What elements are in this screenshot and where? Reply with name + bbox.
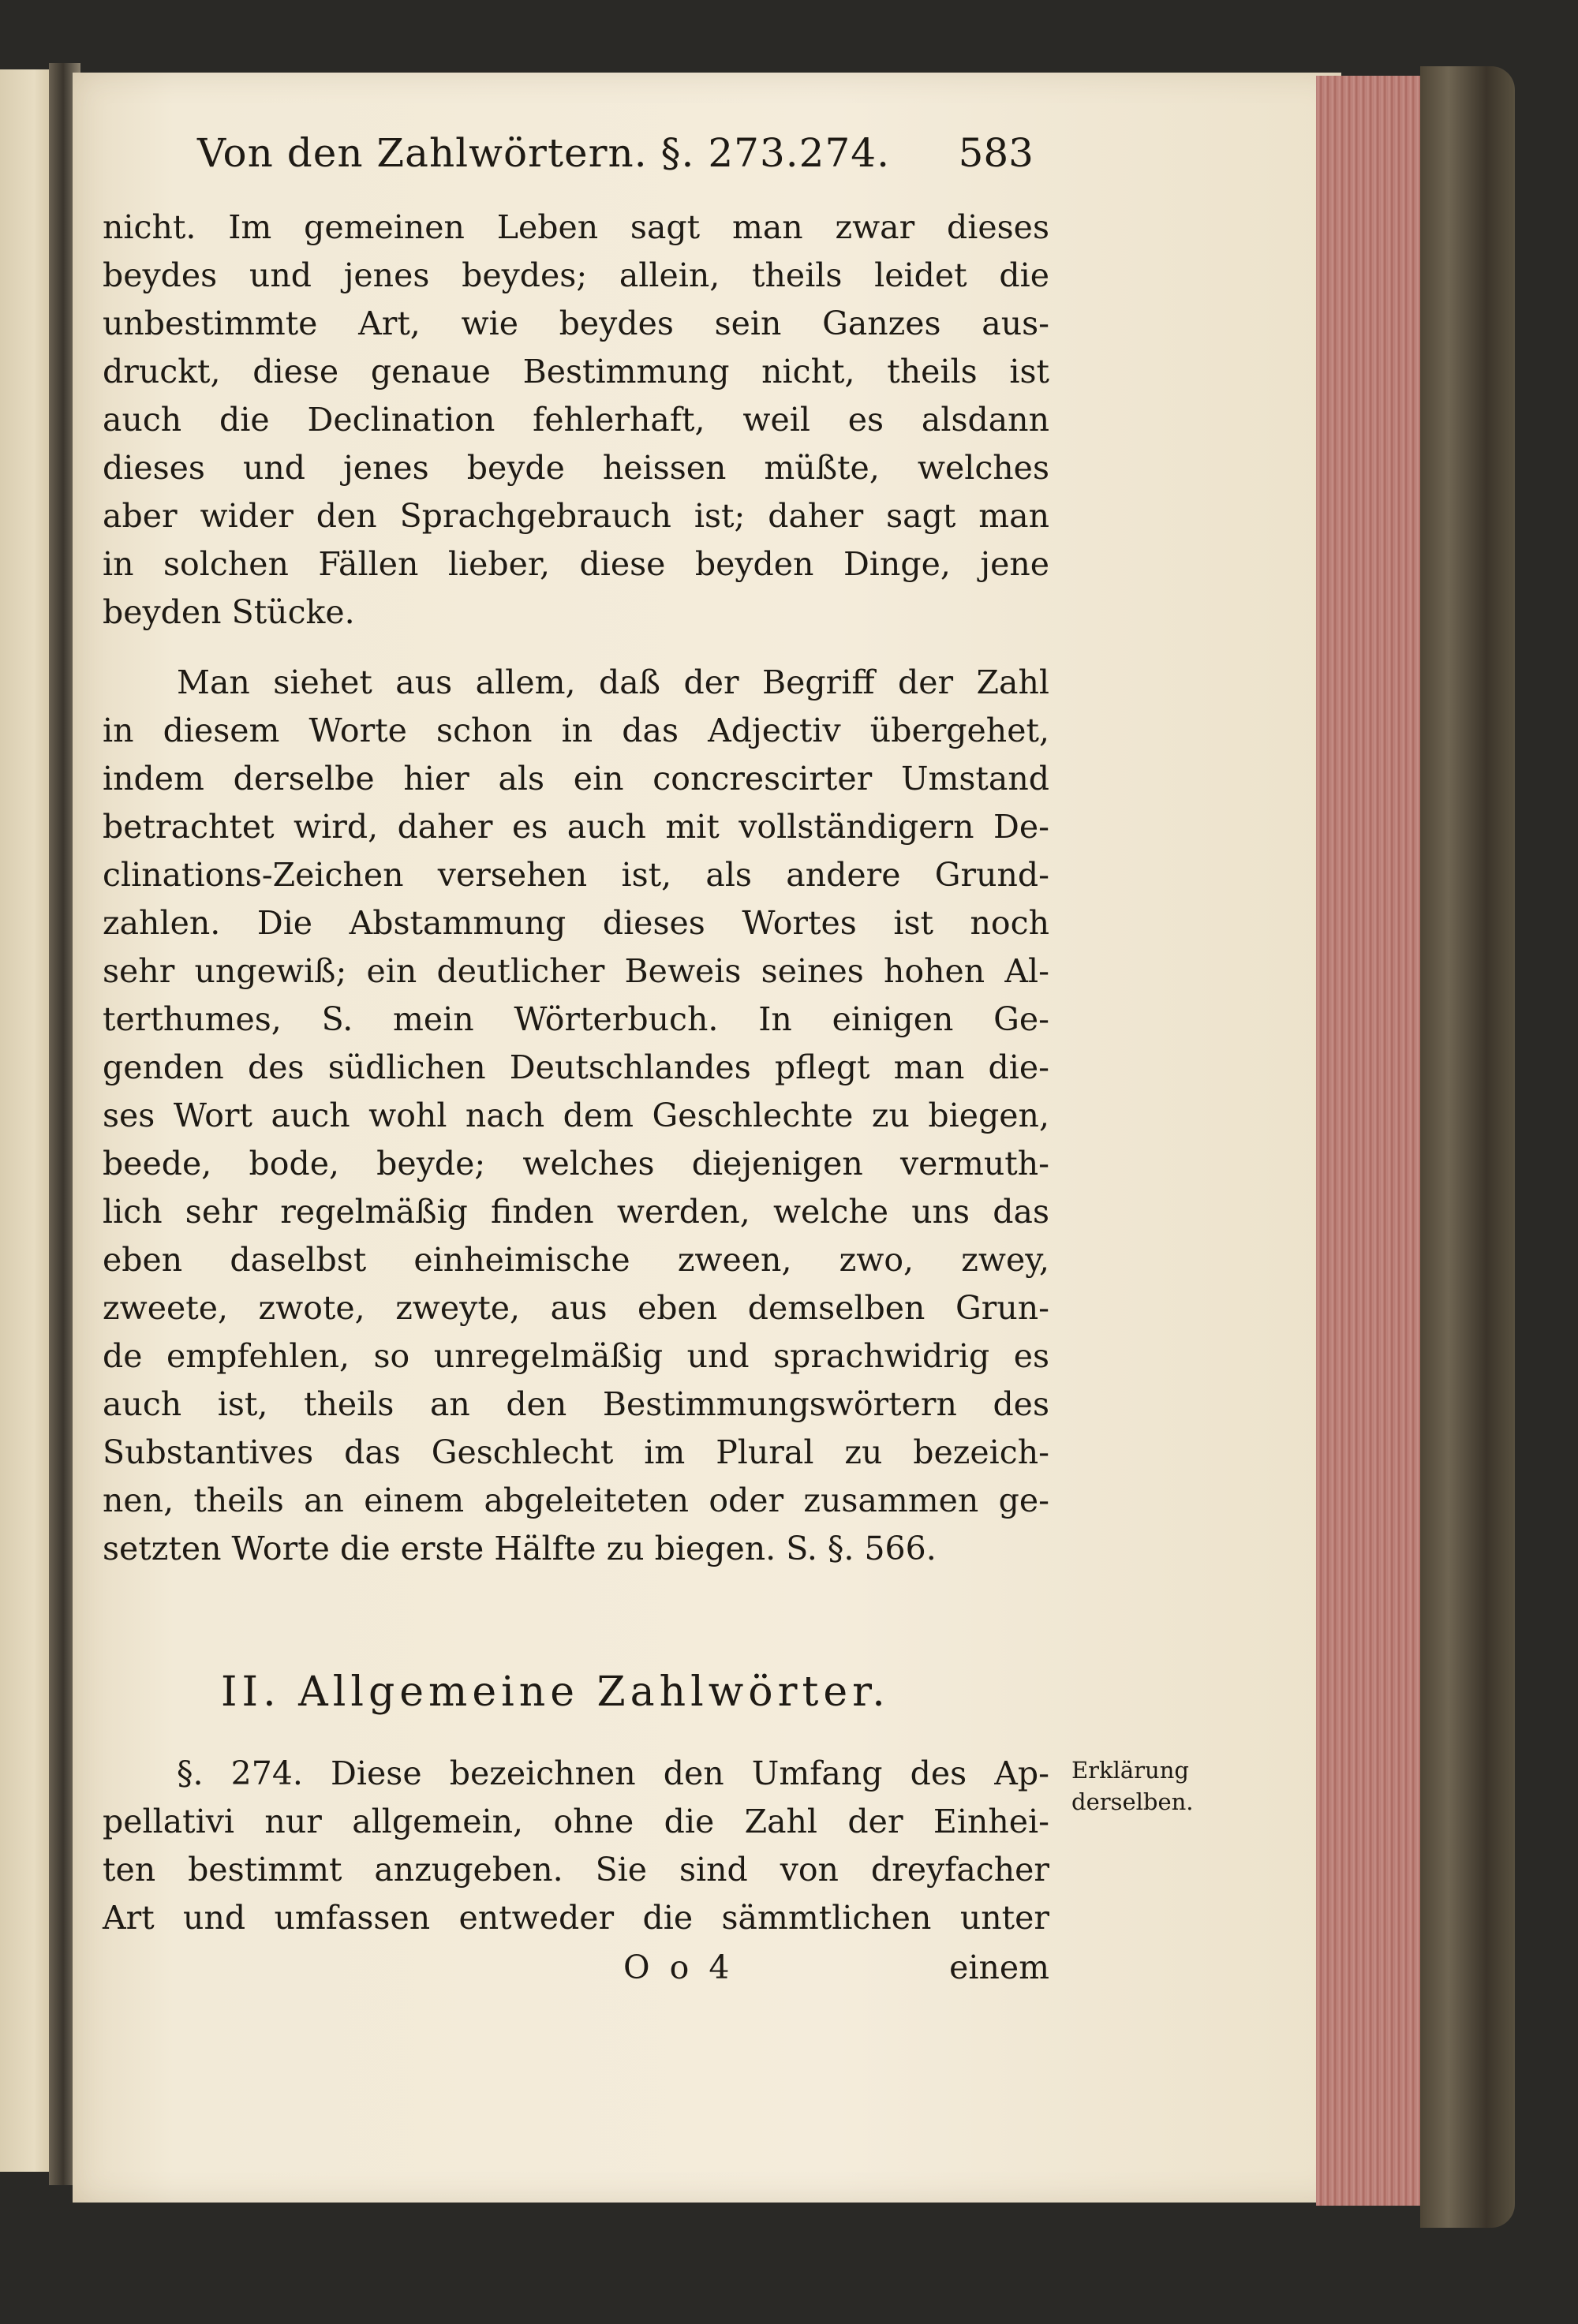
body-text [103,204,1049,1573]
text-line: Art und umfassen entweder die sämmtlichen unter [103,1899,1049,1937]
text-line: zweete, zwote, zweyte, aus eben demselben Grun- [103,1289,1049,1327]
catchword: einem [949,1948,1049,1986]
text-line: ten bestimmt anzugeben. Sie sind von dreyfacher [103,1851,1049,1889]
text-line: in diesem Worte schon in das Adjectiv übergehet, [103,712,1049,749]
running-title: Von den Zahlwörtern. §. 273.274. [197,130,890,176]
text-line: terthumes, S. mein Wörterbuch. In einigen Ge- [103,1000,1049,1038]
margin-note-line: derselben. [1071,1788,1194,1815]
text-line: nen, theils an einem abgeleiteten oder zusammen ge- [103,1481,1049,1519]
cover-board [1420,66,1515,2228]
text-line: in solchen Fällen lieber, diese beyden Dinge, jene [103,545,1049,583]
text-line: indem derselbe hier als ein concrescirter Umstand [103,760,1049,798]
text-line: Man siehet aus allem, daß der Begriff der Zahl [177,663,1049,701]
text-line: pellativi nur allgemein, ohne die Zahl der Einhei- [103,1803,1049,1840]
margin-note [1071,1754,1206,1818]
text-line: auch ist, theils an den Bestimmungswörtern des [103,1385,1049,1423]
paragraph-3 [103,1750,1049,1942]
text-line: Substantives das Geschlecht im Plural zu bezeich- [103,1433,1049,1471]
page-number: 583 [958,130,1034,176]
text-line: beydes und jenes beydes; allein, theils leidet die [103,256,1049,294]
text-line: aber wider den Sprachgebrauch ist; daher sagt man [103,497,1049,535]
text-line: sehr ungewiß; ein deutlicher Beweis seines hohen Al- [103,952,1049,990]
section-heading: II. Allgemeine Zahlwörter. [221,1668,890,1716]
text-line: eben daselbst einheimische zween, zwo, zwey, [103,1241,1049,1279]
text-line: de empfehlen, so unregelmäßig und sprachwidrig es [103,1337,1049,1375]
text-line: beede, bode, beyde; welches diejenigen vermuth- [103,1145,1049,1183]
text-line: druckt, diese genaue Bestimmung nicht, theils ist [103,353,1049,390]
page-footer [103,1948,1049,1996]
text-line: dieses und jenes beyde heissen müßte, welches [103,449,1049,487]
text-line: betrachtet wird, daher es auch mit vollständigern De- [103,808,1049,846]
text-line: auch die Declination fehlerhaft, weil es alsdann [103,401,1049,439]
text-line: §. 274. Diese bezeichnen den Umfang des Ap- [177,1754,1049,1792]
text-line: unbestimmte Art, wie beydes sein Ganzes aus- [103,305,1049,342]
text-line: lich sehr regelmäßig finden werden, welche uns das [103,1193,1049,1231]
running-header [197,114,1034,185]
text-line: setzten Worte die erste Hälfte zu biegen. S. §. 566. [103,1530,937,1567]
text-line: clinations-Zeichen versehen ist, als andere Grund- [103,856,1049,894]
paragraph-2 [103,659,1049,1573]
signature-mark: O o 4 [623,1948,735,1986]
text-line: zahlen. Die Abstammung dieses Wortes ist noch [103,904,1049,942]
red-page-edges [1316,76,1427,2206]
text-line: genden des südlichen Deutschlandes pflegt man die- [103,1048,1049,1086]
text-line: beyden Stücke. [103,593,355,631]
paragraph-1 [103,204,1049,637]
margin-note-line: Erklärung [1071,1757,1189,1784]
text-line: ses Wort auch wohl nach dem Geschlechte zu biegen, [103,1097,1049,1134]
text-line: nicht. Im gemeinen Leben sagt man zwar dieses [103,208,1049,246]
